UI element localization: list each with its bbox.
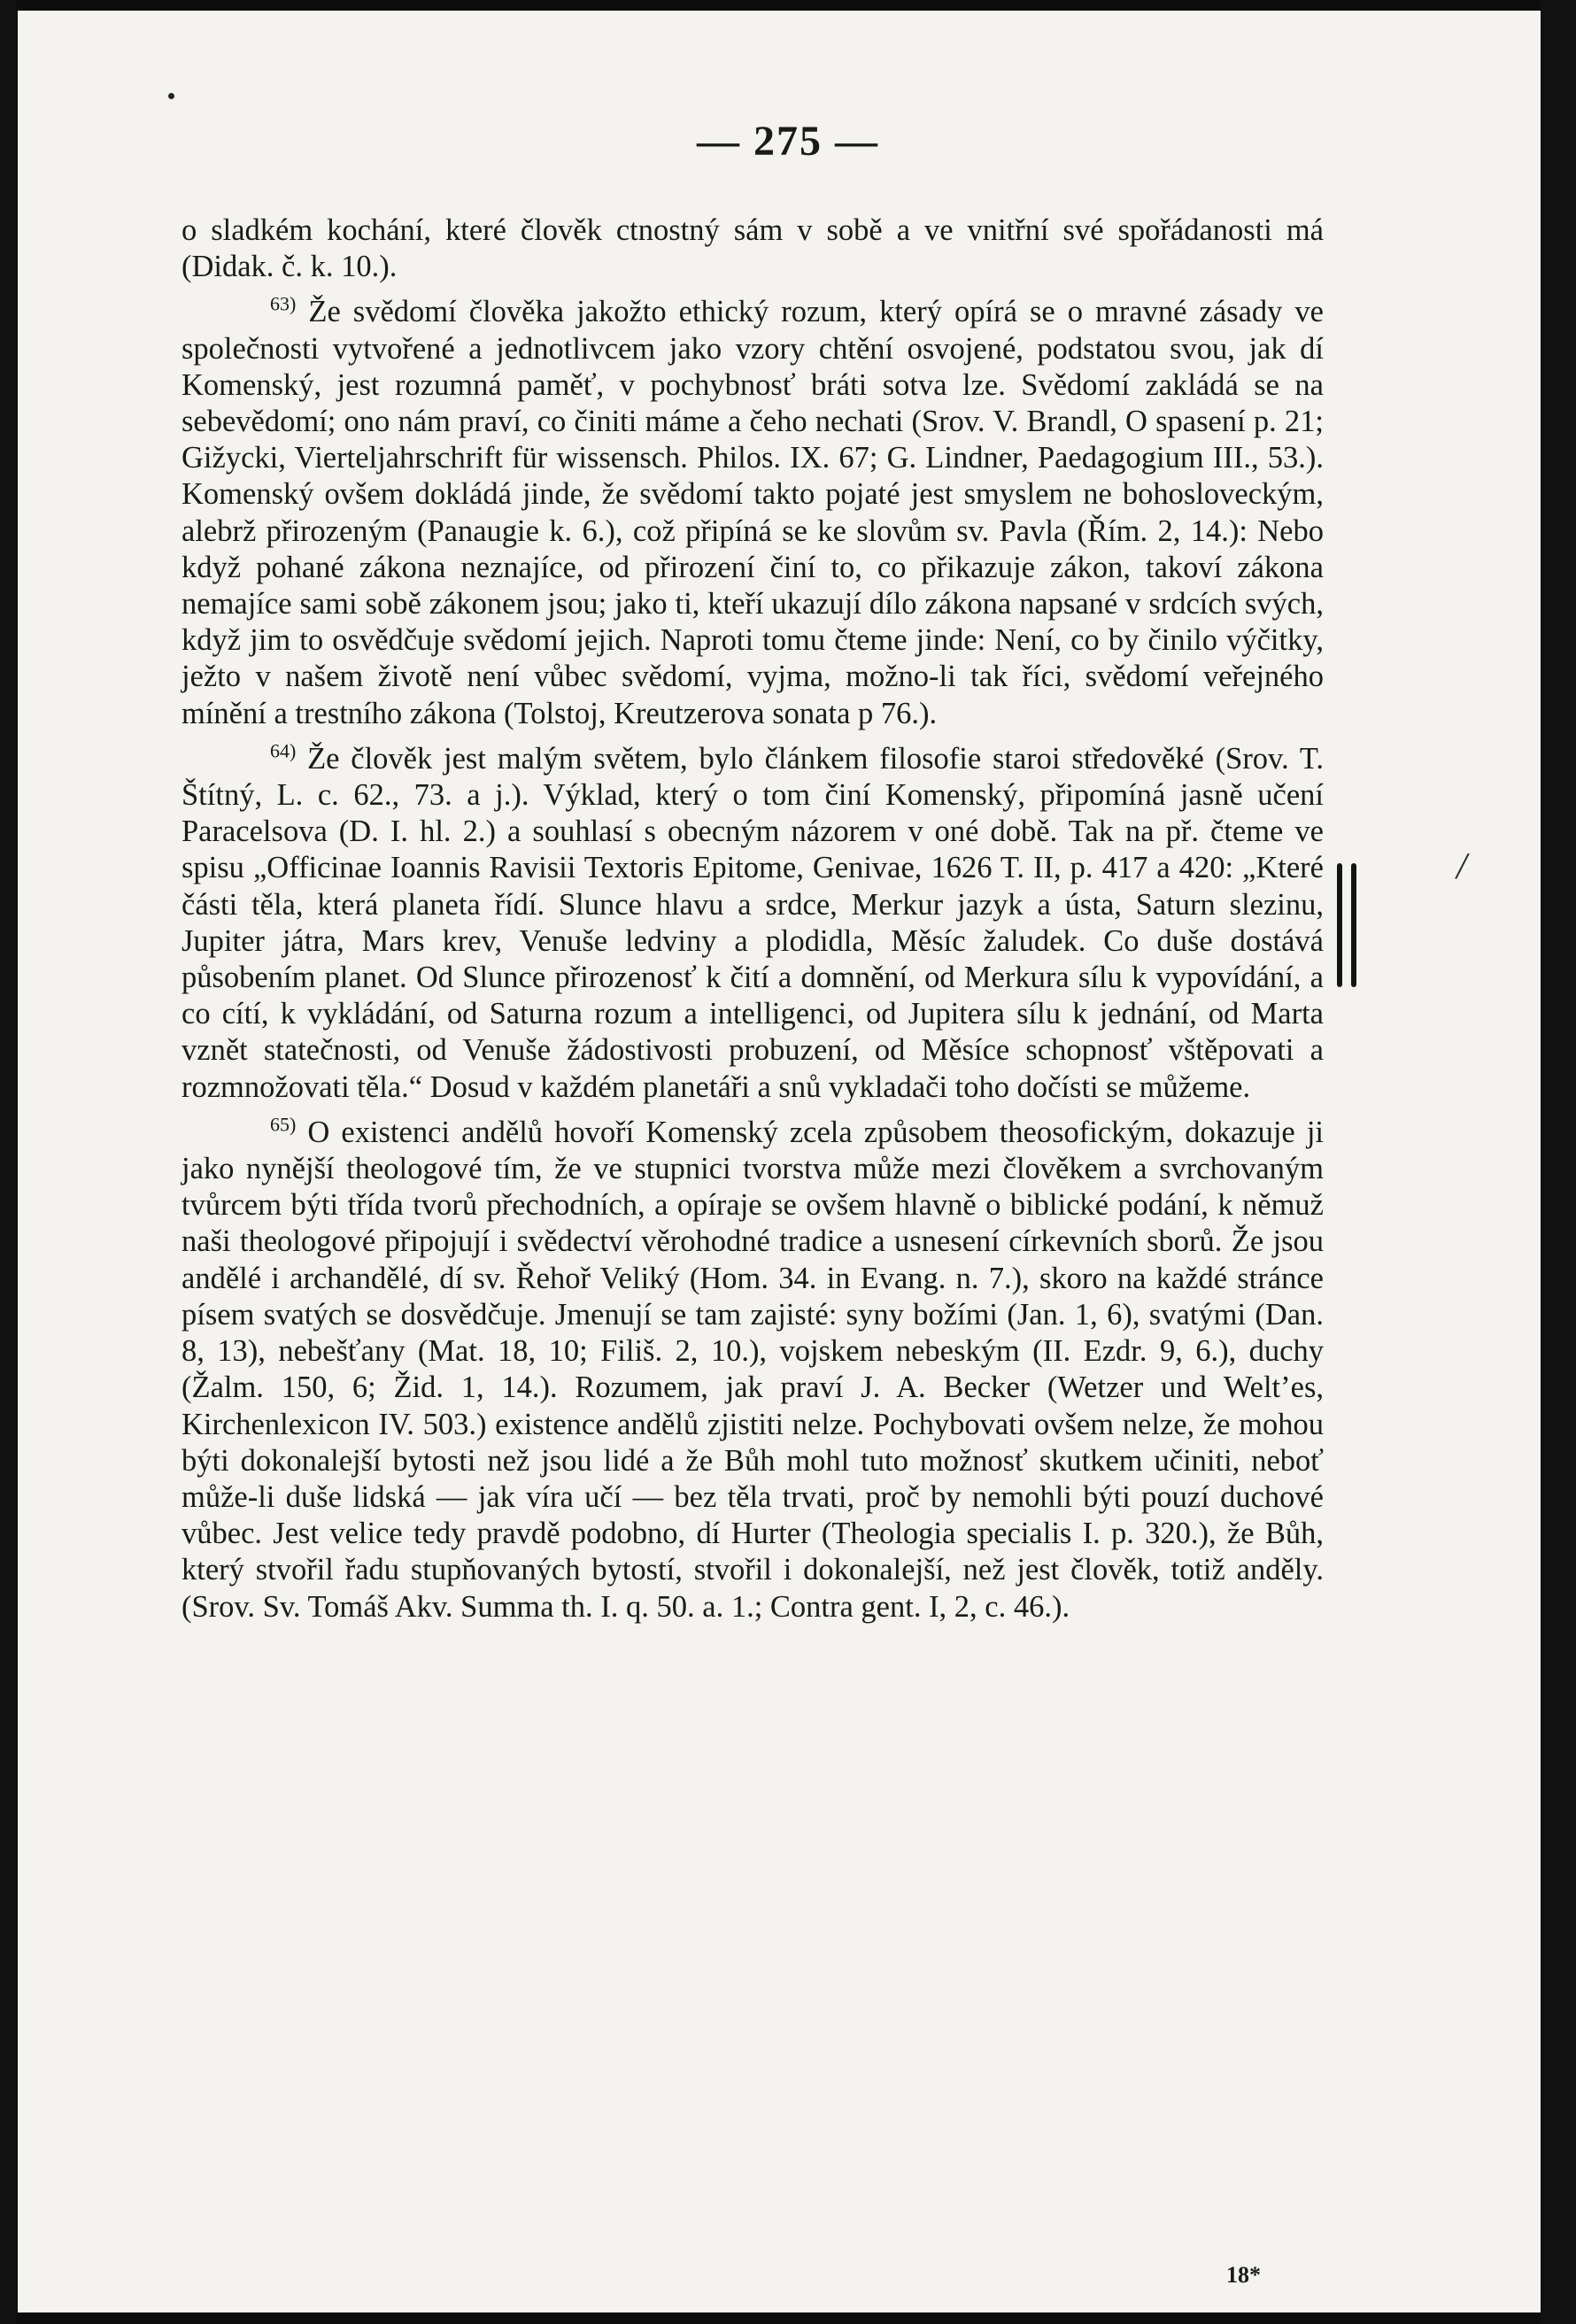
footnote-64: [182, 741, 1324, 1106]
scan-edge-left: [0, 0, 16, 2324]
dust-speck: [168, 93, 174, 99]
footnote-marker: 64): [270, 739, 297, 762]
printer-signature: 18*: [1226, 2262, 1261, 2288]
footnote-63: [182, 294, 1324, 731]
page-number: — 275 —: [697, 118, 879, 165]
footnote-text: Že svědomí člověka jakožto ethický rozum, který opírá se o mravné zásady ve společnosti vytvořené a jednotlivcem jako vzory chtění osvojené, podstatou svou, jak dí Komenský, jest rozumná paměť, v pochybnosť bráti sotva lze. Svědomí zakládá se na sebevědomí; ono nám praví, co činiti máme a čeho nechati (Srov. V. Brandl, O spasení p. 21; Gižycki, Vierteljahrschrift für wissensch. Philos. IX. 67; G. Lindner, Paedagogium III., 53.). Komenský ovšem dokládá jinde, že svědomí takto pojaté jest smyslem ne bohosloveckým, alebrž přirozeným (Panaugie k. 6.), což připíná se ke slovům sv. Pavla (Řím. 2, 14.): Nebo když pohané zákona neznajíce, od přirození činí to, co přikazuje zákon, takoví zákona nemajíce sami sobě zákonem jsou; jako ti, kteří ukazují dílo zákona napsané v srdcích svých, když jim to osvědčuje svědomí jejich. Naproti tomu čteme jinde: Není, co by činilo výčitky, ježto v našem životě není vůbec svědomí, vyjma, možno-li tak říci, svědomí veřejného mínění a trestního zákona (Tolstoj, Kreutzerova sonata p 76.).: [182, 295, 1324, 730]
margin-pencil-mark: /: [1456, 846, 1467, 887]
footnote-text: O existenci andělů hovoří Komenský zcela způsobem theosofickým, dokazuje ji jako nynější theologové tím, že ve stupnici tvorstva může mezi člověkem a svrchovaným tvůrcem býti třída tvorů přechodních, a opíraje se ovšem hlavně o biblické podání, k němuž naši theologové připojují i svědectví věrohodné tradice a usnesení církevních sborů. Že jsou andělé i archandělé, dí sv. Řehoř Veliký (Hom. 34. in Evang. n. 7.), skoro na každé stránce písem svatých se dosvědčuje. Jmenují se tam zajisté: syny božími (Jan. 1, 6), svatými (Dan. 8, 13), nebešťany (Mat. 18, 10; Filiš. 2, 10.), vojskem nebeským (II. Ezdr. 9, 6.), duchy (Žalm. 150, 6; Žid. 1, 14.). Rozumem, jak praví J. A. Becker (Wetzer und Welt’es, Kirchenlexicon IV. 503.) existence andělů zjistiti nelze. Pochybovati ovšem nelze, že mohou býti dokonalejší bytosti než jsou lidé a že Bůh mohl tuto možnosť skutkem učiniti, neboť může-li duše lidská — jak víra učí — bez těla trvati, proč by nemohli býti pouzí duchové vůbec. Jest velice tedy pravdě podobno, dí Hurter (Theologia specialis I. p. 320.), že Bůh, který stvořil řadu stupňovaných bytostí, stvořil i dokonalejší, než jest člověk, totiž anděly. (Srov. Sv. Tomáš Akv. Summa th. I. q. 50. a. 1.; Contra gent. I, 2, c. 46.).: [182, 1115, 1324, 1624]
scan-edge-right: [1541, 0, 1576, 2324]
footnote-marker: 65): [270, 1113, 297, 1136]
page-body-text: [182, 212, 1324, 1625]
continuation-paragraph: o sladkém kochání, které člověk ctnostný sám v sobě a ve vnitřní své spořádanosti má (Didak. č. k. 10.).: [182, 213, 1324, 284]
margin-pencil-bars: [1337, 863, 1362, 987]
footnote-marker: 63): [270, 292, 297, 315]
footnote-65: [182, 1115, 1324, 1625]
footnote-text: Že člověk jest malým světem, bylo článkem filosofie staroi středověké (Srov. T. Štítný, L. c. 62., 73. a j.). Výklad, který o tom činí Komenský, připomíná jasně učení Paracelsova (D. I. hl. 2.) a souhlasí s obecným názorem v oné době. Tak na př. čteme ve spisu „Officinae Ioannis Ravisii Textoris Epitome, Genivae, 1626 T. II, p. 417 a 420: „Které části těla, která planeta řídí. Slunce hlavu a srdce, Merkur jazyk a ústa, Saturn slezinu, Jupiter játra, Mars krev, Venuše ledviny a plodidla, Měsíc žaludek. Co duše dostává působením planet. Od Slunce přirozenosť k čití a domnění, od Merkura sílu k vypovídání, a co cítí, k vykládání, od Saturna rozum a intelligenci, od Jupitera sílu k jednání, od Marta vznět statečnosti, od Venuše žádostivosti probuzení, od Měsíce schopnosť vštěpovati a rozmnožovati těla.“ Dosud v každém planetáři a snů vykladači toho dočísti se můžeme.: [182, 741, 1324, 1104]
